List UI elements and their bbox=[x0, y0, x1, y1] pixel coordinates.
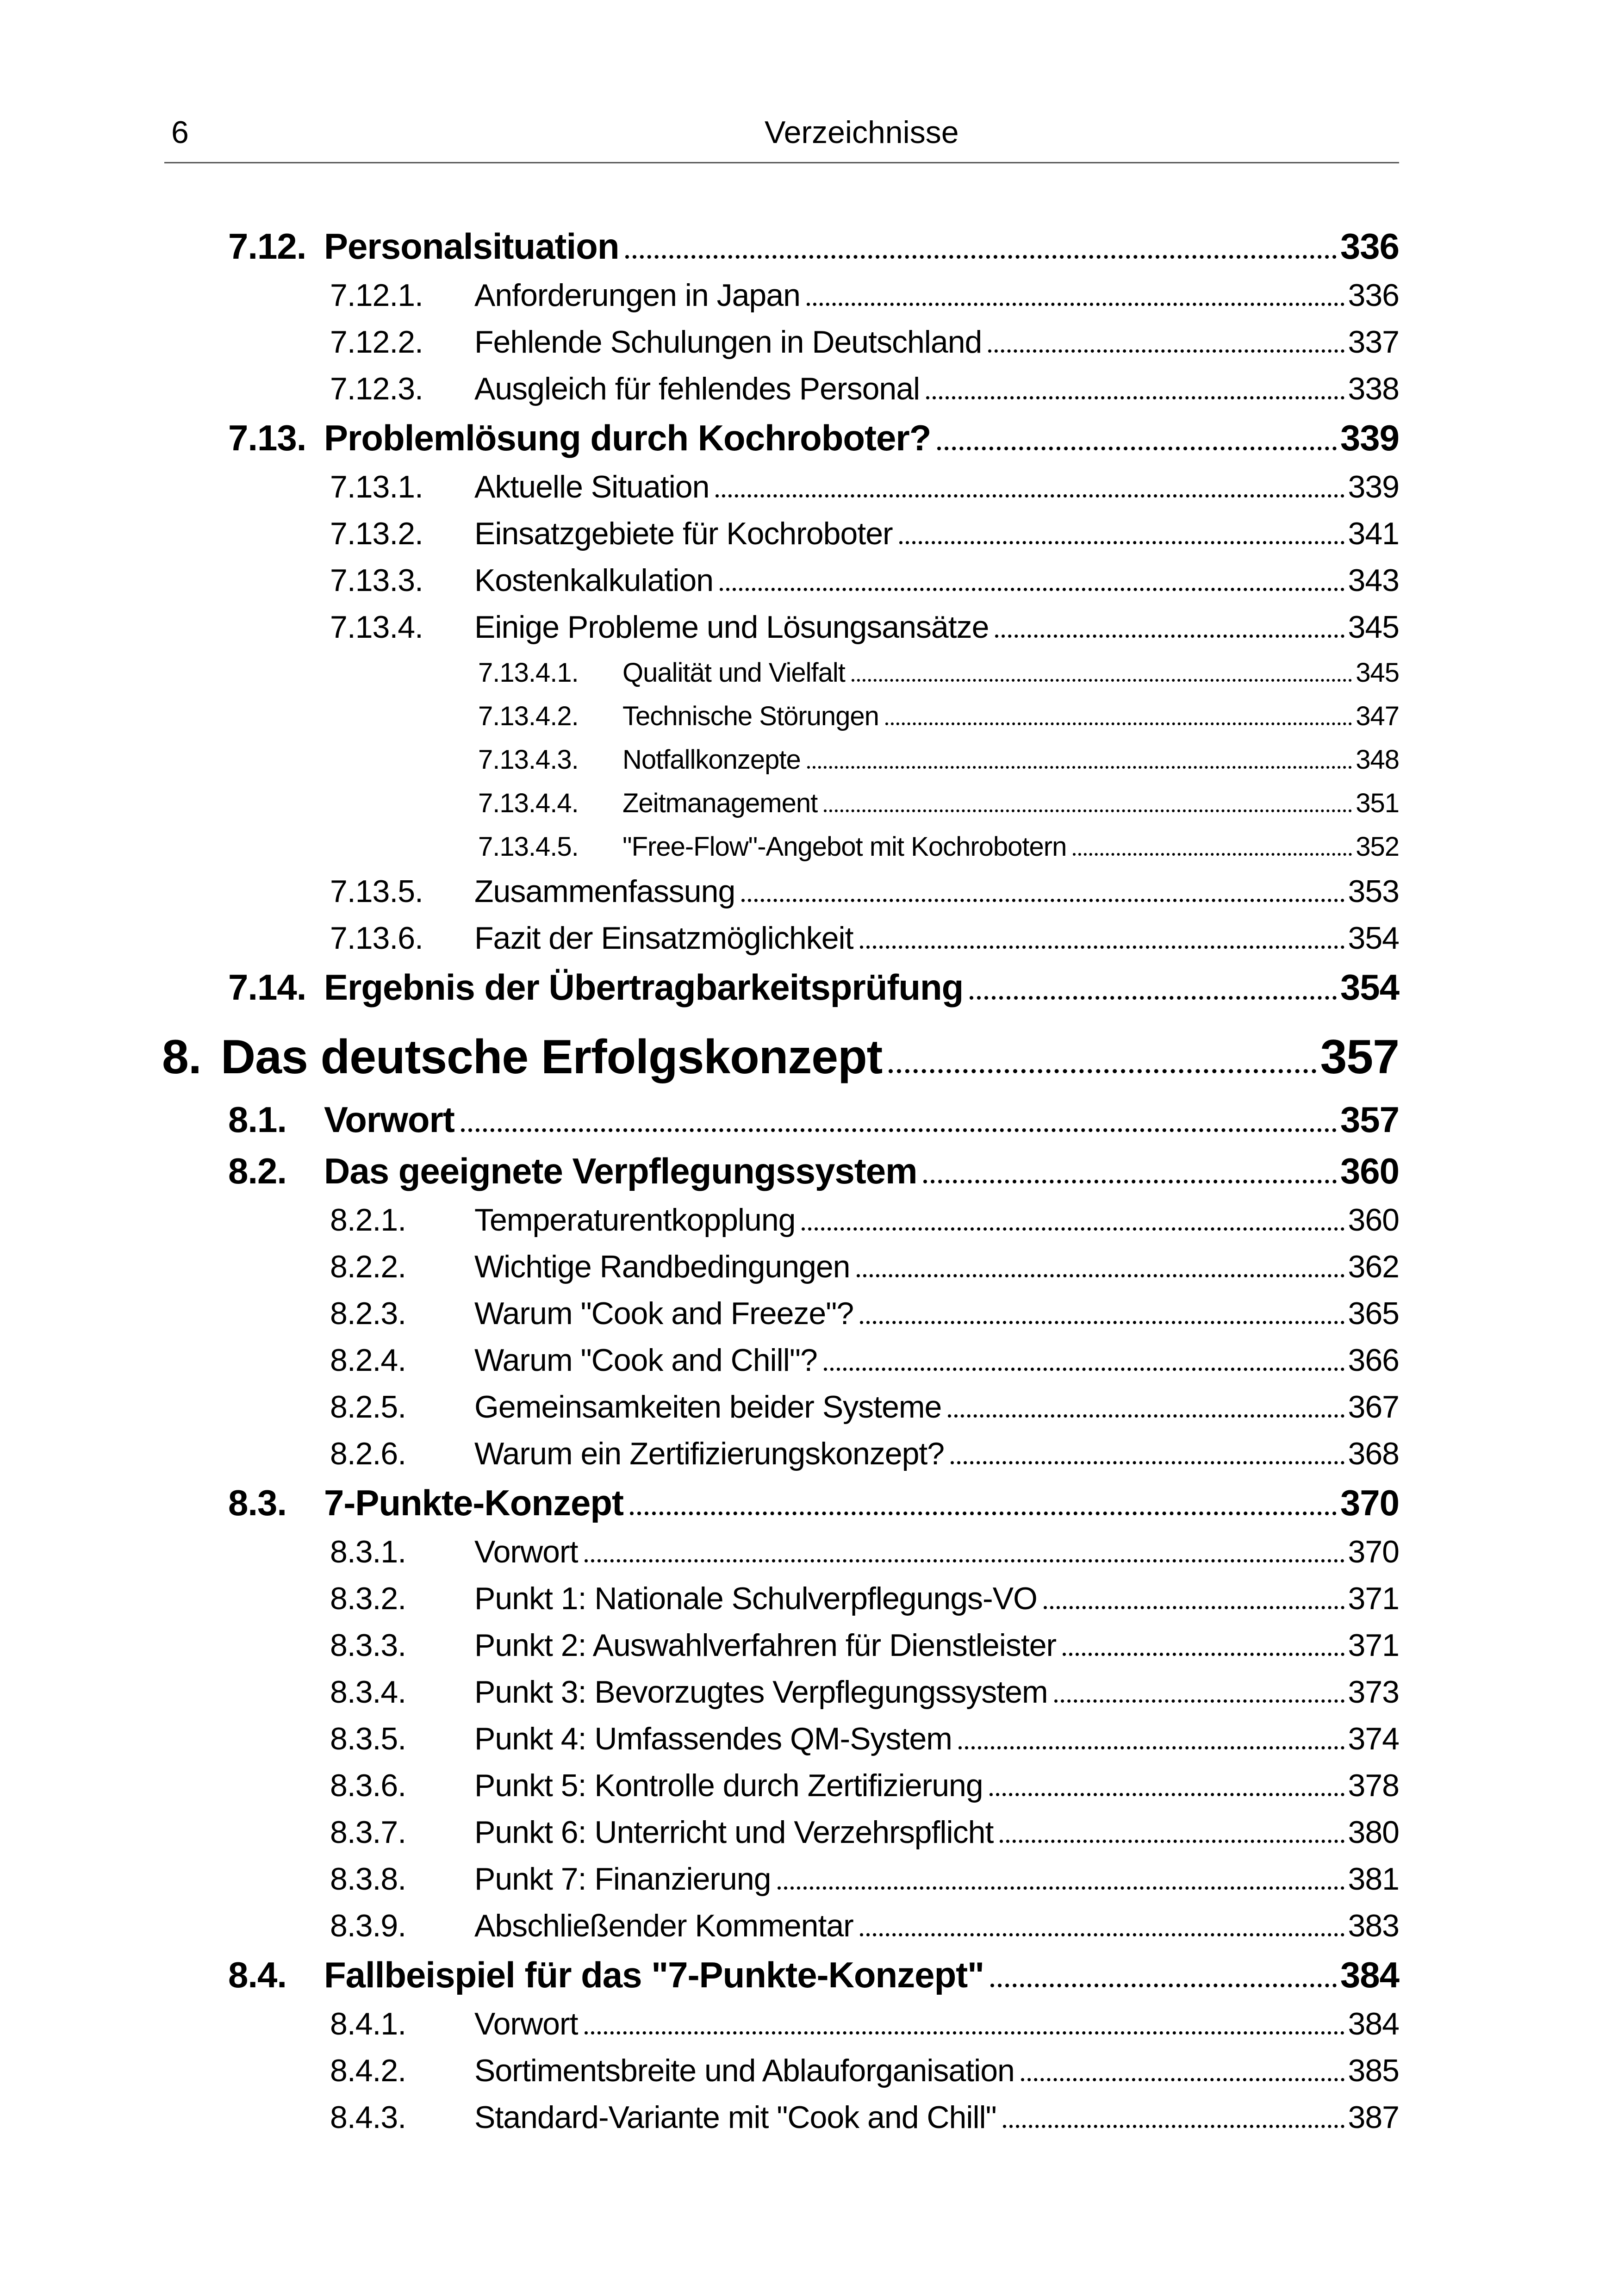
toc-entry bbox=[0, 565, 1618, 596]
toc-entry-number: 8.3.3. bbox=[330, 1628, 406, 1663]
toc-entry-number: 8.3.6. bbox=[330, 1768, 406, 1803]
toc-entry-title: Einige Probleme und Lösungsansätze bbox=[474, 610, 989, 645]
toc-entry bbox=[0, 1030, 1618, 1084]
dot-leader bbox=[807, 303, 1344, 306]
toc-entry-page: 357 bbox=[1320, 1030, 1399, 1084]
toc-entry-title: Zeitmanagement bbox=[622, 788, 818, 818]
dot-leader bbox=[585, 1559, 1344, 1562]
toc-entry bbox=[0, 280, 1618, 311]
toc-entry-page: 353 bbox=[1348, 874, 1399, 909]
toc-entry-title: Vorwort bbox=[474, 1534, 578, 1569]
toc-entry-number: 8.3.7. bbox=[330, 1815, 406, 1850]
toc-entry-title: Technische Störungen bbox=[622, 701, 879, 731]
toc-entry bbox=[0, 703, 1618, 730]
toc-entry-number: 8.4. bbox=[228, 1954, 287, 1995]
dot-leader bbox=[860, 1933, 1344, 1936]
toc-entry-number: 8.2.6. bbox=[330, 1436, 406, 1471]
toc-entry-number: 7.12.1. bbox=[330, 278, 423, 313]
toc-entry-title: Punkt 3: Bevorzugtes Verpflegungssystem bbox=[474, 1674, 1048, 1710]
toc-entry-title: 7-Punkte-Konzept bbox=[324, 1482, 623, 1523]
toc-entry bbox=[0, 2008, 1618, 2040]
dot-leader bbox=[958, 1746, 1344, 1749]
dot-leader bbox=[1044, 1606, 1344, 1609]
dot-leader bbox=[852, 679, 1352, 682]
toc-entry-title: Kostenkalkulation bbox=[474, 563, 714, 598]
toc-entry-page: 380 bbox=[1348, 1815, 1399, 1850]
toc-entry-number: 7.13.2. bbox=[330, 516, 423, 551]
toc-entry-title: Temperaturentkopplung bbox=[474, 1202, 796, 1238]
toc-entry bbox=[0, 471, 1618, 503]
toc-entry bbox=[0, 1251, 1618, 1282]
toc-entry-title: Standard-Variante mit "Cook and Chill" bbox=[474, 2100, 996, 2135]
toc-entry-title: Punkt 6: Unterricht und Verzehrspflicht bbox=[474, 1815, 994, 1850]
toc-entry bbox=[0, 1101, 1618, 1138]
toc-entry bbox=[0, 1204, 1618, 1236]
dot-leader bbox=[923, 1180, 1336, 1183]
toc-entry-page: 339 bbox=[1348, 469, 1399, 504]
toc-entry-page: 385 bbox=[1348, 2053, 1399, 2088]
toc-entry-page: 343 bbox=[1348, 563, 1399, 598]
toc-entry bbox=[0, 1391, 1618, 1423]
dot-leader bbox=[860, 946, 1344, 949]
dot-leader bbox=[716, 494, 1344, 498]
dot-leader bbox=[889, 1069, 1316, 1073]
toc-entry bbox=[0, 1482, 1618, 1523]
toc-entry-number: 7.13.3. bbox=[330, 563, 423, 598]
toc-entry bbox=[0, 1438, 1618, 1469]
toc-entry-page: 374 bbox=[1348, 1721, 1399, 1756]
toc-entry bbox=[0, 1583, 1618, 1614]
dot-leader bbox=[778, 1886, 1344, 1890]
dot-leader bbox=[824, 1368, 1344, 1371]
toc-entry bbox=[0, 1676, 1618, 1708]
toc-entry-number: 7.13.4.4. bbox=[478, 788, 579, 818]
toc-entry-number: 7.12. bbox=[228, 226, 306, 267]
toc-entry-number: 7.13.4.5. bbox=[478, 832, 579, 862]
toc-entry-page: 373 bbox=[1348, 1674, 1399, 1710]
toc-entry-number: 8.3. bbox=[228, 1482, 287, 1523]
dot-leader bbox=[989, 1793, 1344, 1796]
toc-entry-number: 8.2.2. bbox=[330, 1249, 406, 1284]
running-header-title: Verzeichnisse bbox=[765, 115, 959, 150]
toc-entry-number: 7.13.4.1. bbox=[478, 658, 579, 688]
toc-entry bbox=[0, 1298, 1618, 1329]
toc-entry-number: 7.12.3. bbox=[330, 371, 423, 406]
toc-entry-page: 371 bbox=[1348, 1581, 1399, 1616]
toc-entry-page: 366 bbox=[1348, 1343, 1399, 1378]
dot-leader bbox=[1021, 2078, 1344, 2081]
toc-entry-title: Das geeignete Verpflegungssystem bbox=[324, 1151, 917, 1191]
toc-entry-page: 381 bbox=[1348, 1861, 1399, 1897]
toc-entry-title: Warum ein Zertifizierungskonzept? bbox=[474, 1436, 945, 1471]
toc-entry-page: 347 bbox=[1356, 701, 1399, 731]
toc-entry-number: 7.14. bbox=[228, 967, 306, 1008]
page-number: 6 bbox=[171, 115, 189, 150]
toc-entry bbox=[0, 1153, 1618, 1189]
toc-entry-number: 8.4.3. bbox=[330, 2100, 406, 2135]
toc-entry-page: 362 bbox=[1348, 1249, 1399, 1284]
dot-leader bbox=[899, 541, 1344, 544]
toc-entry-page: 337 bbox=[1348, 324, 1399, 360]
toc-entry-page: 384 bbox=[1348, 2006, 1399, 2041]
toc-entry-title: Vorwort bbox=[474, 2006, 578, 2041]
toc-entry-number: 8.4.2. bbox=[330, 2053, 406, 2088]
toc-entry-title: Punkt 4: Umfassendes QM-System bbox=[474, 1721, 952, 1756]
toc-entry-page: 354 bbox=[1340, 967, 1399, 1008]
toc-entry-page: 351 bbox=[1356, 788, 1399, 818]
toc-entry-title: "Free-Flow"-Angebot mit Kochrobotern bbox=[622, 832, 1067, 862]
dot-leader bbox=[951, 1461, 1344, 1464]
toc-list bbox=[0, 228, 1618, 2133]
toc-entry-page: 370 bbox=[1348, 1534, 1399, 1569]
toc-entry-number: 8.4.1. bbox=[330, 2006, 406, 2041]
toc-entry-page: 336 bbox=[1340, 226, 1399, 267]
toc-entry bbox=[0, 1723, 1618, 1755]
dot-leader bbox=[807, 766, 1352, 769]
toc-entry-page: 368 bbox=[1348, 1436, 1399, 1471]
toc-entry bbox=[0, 1770, 1618, 1801]
toc-entry-title: Aktuelle Situation bbox=[474, 469, 709, 504]
toc-entry-number: 8.2. bbox=[228, 1151, 287, 1191]
toc-entry-title: Vorwort bbox=[324, 1099, 454, 1140]
toc-entry-number: 7.13. bbox=[228, 417, 306, 458]
dot-leader bbox=[741, 899, 1344, 902]
toc-entry-number: 8.3.2. bbox=[330, 1581, 406, 1616]
toc-entry bbox=[0, 2055, 1618, 2086]
toc-entry-title: Warum "Cook and Chill"? bbox=[474, 1343, 817, 1378]
toc-entry bbox=[0, 1344, 1618, 1376]
toc-entry-page: 360 bbox=[1348, 1202, 1399, 1238]
toc-entry-number: 8.3.5. bbox=[330, 1721, 406, 1756]
toc-entry bbox=[0, 967, 1618, 1008]
toc-entry-page: 348 bbox=[1356, 745, 1399, 775]
toc-entry bbox=[0, 660, 1618, 686]
dot-leader bbox=[625, 255, 1336, 259]
toc-entry-number: 7.13.1. bbox=[330, 469, 423, 504]
dot-leader bbox=[988, 349, 1344, 353]
toc-entry-page: 352 bbox=[1356, 832, 1399, 862]
toc-entry-title: Abschließender Kommentar bbox=[474, 1908, 853, 1943]
toc-entry-page: 371 bbox=[1348, 1628, 1399, 1663]
toc-entry-number: 7.13.4. bbox=[330, 610, 423, 645]
toc-entry bbox=[0, 790, 1618, 817]
toc-entry-page: 345 bbox=[1356, 658, 1399, 688]
dot-leader bbox=[948, 1414, 1344, 1418]
toc-entry bbox=[0, 1630, 1618, 1661]
toc-entry-title: Anforderungen in Japan bbox=[474, 278, 800, 313]
toc-entry-number: 7.13.4.3. bbox=[478, 745, 579, 775]
dot-leader bbox=[1003, 2125, 1344, 2128]
toc-entry-page: 360 bbox=[1340, 1151, 1399, 1191]
toc-entry bbox=[0, 922, 1618, 954]
dot-leader bbox=[860, 1321, 1344, 1324]
toc-entry-number: 8.3.1. bbox=[330, 1534, 406, 1569]
dot-leader bbox=[885, 722, 1352, 725]
dot-leader bbox=[585, 2031, 1344, 2035]
dot-leader bbox=[630, 1512, 1337, 1515]
toc-entry bbox=[0, 1536, 1618, 1568]
toc-entry-title: Wichtige Randbedingungen bbox=[474, 1249, 850, 1284]
toc-entry bbox=[0, 518, 1618, 549]
toc-entry bbox=[0, 1954, 1618, 1995]
dot-leader bbox=[1073, 853, 1352, 856]
dot-leader bbox=[926, 396, 1344, 399]
toc-entry-page: 339 bbox=[1340, 417, 1399, 458]
header-rule bbox=[164, 162, 1399, 163]
toc-entry-page: 365 bbox=[1348, 1296, 1399, 1331]
toc-entry-number: 8.3.9. bbox=[330, 1908, 406, 1943]
dot-leader bbox=[802, 1227, 1344, 1231]
toc-entry-title: Warum "Cook and Freeze"? bbox=[474, 1296, 854, 1331]
toc-entry bbox=[0, 1863, 1618, 1895]
dot-leader bbox=[937, 447, 1336, 450]
toc-entry-page: 354 bbox=[1348, 921, 1399, 956]
toc-entry bbox=[0, 611, 1618, 643]
toc-entry-title: Das deutsche Erfolgskonzept bbox=[221, 1030, 883, 1084]
toc-entry-number: 8.2.4. bbox=[330, 1343, 406, 1378]
toc-entry-title: Notfallkonzepte bbox=[622, 745, 801, 775]
toc-entry-number: 7.13.4.2. bbox=[478, 701, 579, 731]
toc-entry bbox=[0, 2102, 1618, 2133]
dot-leader bbox=[857, 1274, 1344, 1277]
dot-leader bbox=[1000, 1840, 1344, 1843]
toc-entry-page: 341 bbox=[1348, 516, 1399, 551]
toc-entry-title: Sortimentsbreite und Ablauforganisation bbox=[474, 2053, 1014, 2088]
toc-entry bbox=[0, 417, 1618, 458]
toc-entry bbox=[0, 747, 1618, 773]
toc-entry-number: 7.13.5. bbox=[330, 874, 423, 909]
toc-entry-title: Ausgleich für fehlendes Personal bbox=[474, 371, 920, 406]
toc-entry-page: 357 bbox=[1340, 1099, 1399, 1140]
toc-entry-number: 8.3.8. bbox=[330, 1861, 406, 1897]
toc-entry bbox=[0, 876, 1618, 907]
toc-entry bbox=[0, 326, 1618, 358]
toc-entry-number: 8.2.5. bbox=[330, 1389, 406, 1425]
dot-leader bbox=[990, 1984, 1337, 1987]
toc-entry-number: 8.2.3. bbox=[330, 1296, 406, 1331]
toc-entry-page: 345 bbox=[1348, 610, 1399, 645]
toc-entry-page: 336 bbox=[1348, 278, 1399, 313]
toc-entry-title: Einsatzgebiete für Kochroboter bbox=[474, 516, 893, 551]
dot-leader bbox=[720, 588, 1344, 591]
toc-entry-title: Punkt 1: Nationale Schulverpflegungs-VO bbox=[474, 1581, 1037, 1616]
toc-entry bbox=[0, 834, 1618, 860]
toc-entry-number: 8. bbox=[162, 1030, 201, 1084]
toc-entry bbox=[0, 226, 1618, 267]
toc-entry-title: Problemlösung durch Kochroboter? bbox=[324, 417, 931, 458]
toc-entry-page: 378 bbox=[1348, 1768, 1399, 1803]
toc-entry-number: 8.2.1. bbox=[330, 1202, 406, 1238]
toc-entry-page: 383 bbox=[1348, 1908, 1399, 1943]
toc-entry-page: 370 bbox=[1340, 1482, 1399, 1523]
toc-entry-title: Gemeinsamkeiten beider Systeme bbox=[474, 1389, 942, 1425]
dot-leader bbox=[1063, 1653, 1344, 1656]
toc-entry-title: Fehlende Schulungen in Deutschland bbox=[474, 324, 982, 360]
dot-leader bbox=[970, 996, 1337, 1000]
toc-entry-page: 338 bbox=[1348, 371, 1399, 406]
toc-entry-title: Punkt 7: Finanzierung bbox=[474, 1861, 771, 1897]
dot-leader bbox=[824, 809, 1352, 812]
toc-entry-title: Punkt 2: Auswahlverfahren für Dienstleister bbox=[474, 1628, 1057, 1663]
toc-entry bbox=[0, 373, 1618, 404]
toc-entry-page: 387 bbox=[1348, 2100, 1399, 2135]
dot-leader bbox=[995, 635, 1344, 638]
dot-leader bbox=[461, 1128, 1337, 1132]
toc-entry-number: 8.3.4. bbox=[330, 1674, 406, 1710]
toc-entry bbox=[0, 1817, 1618, 1848]
toc-entry-title: Ergebnis der Übertragbarkeitsprüfung bbox=[324, 967, 964, 1008]
running-header bbox=[0, 117, 1618, 148]
toc-entry-title: Fazit der Einsatzmöglichkeit bbox=[474, 921, 853, 956]
toc-entry-page: 367 bbox=[1348, 1389, 1399, 1425]
dot-leader bbox=[1054, 1699, 1344, 1703]
toc-entry-title: Zusammenfassung bbox=[474, 874, 735, 909]
toc-entry-number: 8.1. bbox=[228, 1099, 287, 1140]
toc-entry-title: Personalsituation bbox=[324, 226, 619, 267]
toc-entry-page: 384 bbox=[1340, 1954, 1399, 1995]
toc-entry bbox=[0, 1910, 1618, 1941]
toc-entry-number: 7.13.6. bbox=[330, 921, 423, 956]
toc-entry-title: Qualität und Vielfalt bbox=[622, 658, 845, 688]
toc-entry-title: Fallbeispiel für das "7-Punkte-Konzept" bbox=[324, 1954, 984, 1995]
toc-entry-title: Punkt 5: Kontrolle durch Zertifizierung bbox=[474, 1768, 983, 1803]
toc-entry-number: 7.12.2. bbox=[330, 324, 423, 360]
